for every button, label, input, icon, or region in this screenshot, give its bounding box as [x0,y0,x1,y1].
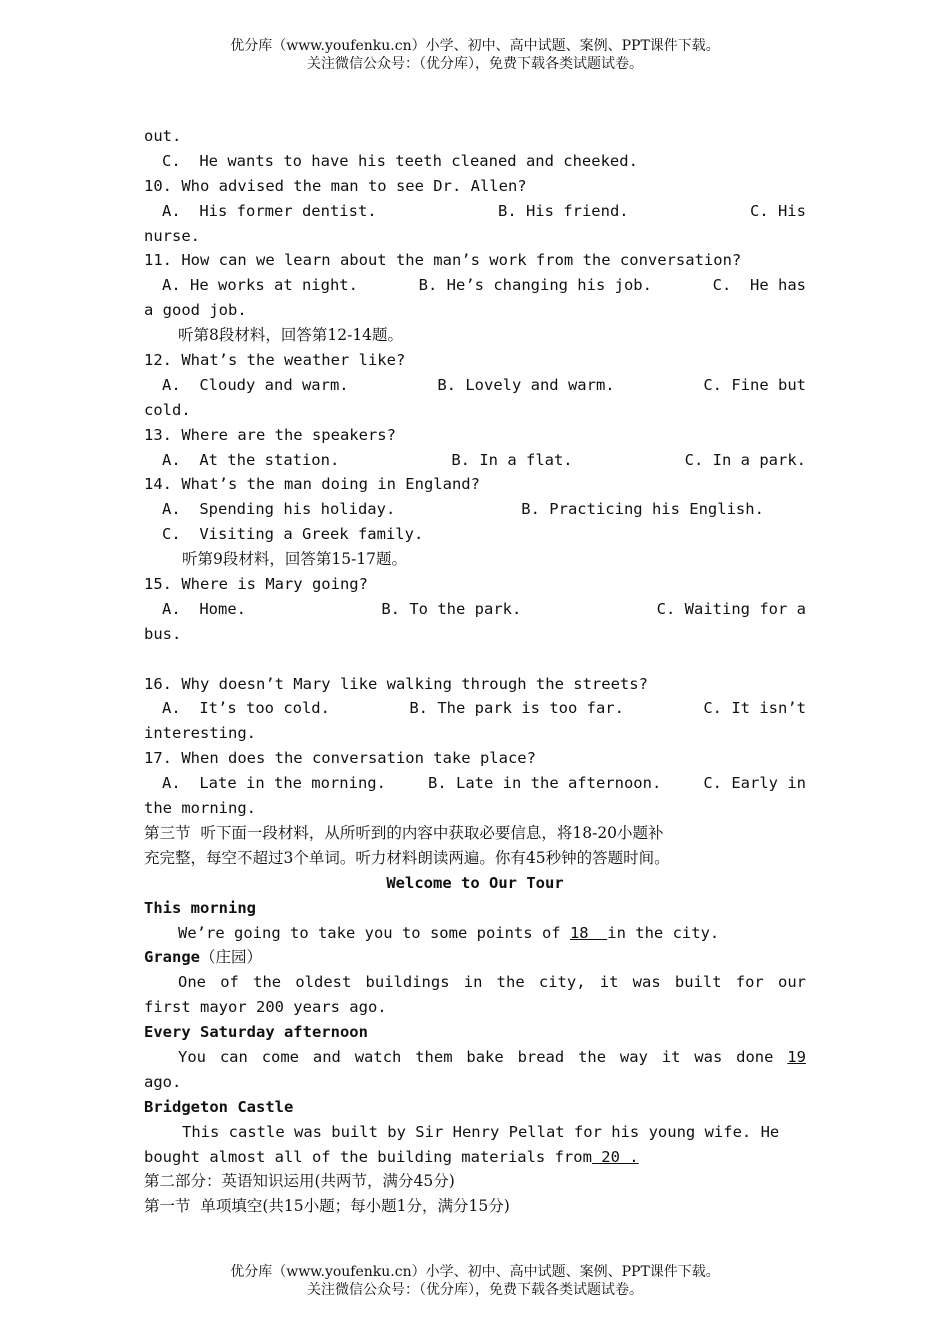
q11-option-c: C. He has [712,276,806,295]
q17-option-c: C. Early in [703,774,806,793]
saturday-heading: Every Saturday afternoon [144,1023,368,1042]
q15-option-b: B. To the park. [381,599,522,618]
word: it [661,1047,681,1066]
q10-option-c-tail: nurse. [144,226,200,245]
word: of [220,973,239,992]
q16-option-a: A. It’s too cold. [162,699,330,718]
word: bake [466,1047,504,1066]
q16-options [144,696,806,721]
part3-instruction-line-2: 充完整，每空不超过3个单词。听力材料朗读两遍。你有45秒钟的答题时间。 [144,848,670,867]
word: and [312,1047,341,1066]
q11-option-b: B. He’s changing his job. [418,276,652,295]
word: oldest [295,973,352,992]
section-9-instruction: 听第9段材料，回答第15-17题。 [182,550,408,569]
word: our [777,973,806,992]
grange-line-2: first mayor 200 years ago. [144,998,387,1017]
blank-20: 20 . [591,1147,639,1166]
q12-option-c: C. Fine but [703,375,806,394]
q17-option-a: A. Late in the morning. [162,774,386,793]
q16-option-c: C. It isn’t [703,699,806,718]
word: in [463,973,483,992]
q10-option-c: C. His [749,201,806,220]
word: the [578,1047,607,1066]
word: bread [517,1047,565,1066]
q12-option-a: A. Cloudy and warm. [162,375,349,394]
word: the [496,973,525,992]
this-morning-heading: This morning [144,898,256,917]
q13-question: 13. Where are the speakers? [144,425,396,444]
q17-options [144,771,806,796]
q15-option-a: A. Home. [162,599,246,618]
q12-question: 12. What’s the weather like? [144,351,406,370]
q11-question: 11. How can we learn about the man’s work from the conversation? [144,251,742,270]
q11-options [144,273,806,298]
q9-tail: out. [144,127,182,145]
section-8-instruction: 听第8段材料，回答第12-14题。 [178,326,404,345]
q15-option-c: C. Waiting for a [656,599,806,618]
word: them [415,1047,453,1066]
q12-option-c-tail: cold. [144,400,191,419]
morning-text-end: in the city. [607,923,720,942]
header-line-1: 优分库（www.youfenku.cn）小学、初中、高中试题、案例、PPT课件下载。 [230,38,720,54]
q13-option-b: B. In a flat. [451,450,573,469]
header-line-2: 关注微信公众号：（优分库），免费下载各类试题试卷。 [307,56,643,72]
word: built [674,973,722,992]
empty-line [144,647,806,672]
word: done [736,1047,774,1066]
word: for [735,973,764,992]
blank-19: 19 [787,1047,806,1066]
word: it [599,973,619,992]
word: way [619,1047,648,1066]
q10-option-a: A. His former dentist. [162,201,377,220]
q13-option-a: A. At the station. [162,450,340,469]
q13-option-c: C. In a park. [684,450,806,469]
word: You [178,1047,206,1066]
q14-option-a: A. Spending his holiday. [162,500,396,519]
q12-option-b: B. Lovely and warm. [437,375,615,394]
grange-line-1 [144,970,806,995]
castle-heading: Bridgeton Castle [144,1097,294,1116]
q17-option-b: B. Late in the afternoon. [428,774,662,793]
word: was [694,1047,723,1066]
q16-question: 16. Why doesn’t Mary like walking through the streets? [144,674,648,693]
q10-option-b: B. His friend. [497,201,629,220]
grange-heading: Grange（庄园） [144,948,263,967]
saturday-line-2: ago. [144,1072,182,1091]
q15-option-c-tail: bus. [144,624,182,643]
saturday-line-1 [144,1045,806,1070]
word: come [261,1047,300,1066]
q10-options [144,199,806,224]
page-header [0,37,950,73]
q14-options-ab [144,497,806,522]
word: watch [354,1047,402,1066]
q17-question: 17. When does the conversation take place? [144,749,536,768]
q10-question: 10. Who advised the man to see Dr. Allen? [144,176,527,195]
morning-text: We’re going to take you to some points of [178,923,570,942]
castle-line-1: This castle was built by Sir Henry Pellat for his young wife. He [182,1122,780,1141]
this-morning-text [144,921,806,946]
q11-option-a: A. He works at night. [162,276,358,295]
part2-title: 第二部分：英语知识运用(共两节，满分45分) [144,1172,455,1191]
footer-line-1: 优分库（www.youfenku.cn）小学、初中、高中试题、案例、PPT课件下载。 [230,1264,720,1280]
part3-instruction-line-1: 第三节 听下面一段材料，从所听到的内容中获取必要信息，将18-20小题补 [144,823,664,842]
q12-options [144,373,806,398]
q14-option-b: B. Practicing his English. [521,500,764,519]
q9-option-c: C. He wants to have his teeth cleaned and cheeked. [162,151,638,170]
footer-line-2: 关注微信公众号：（优分库），免费下载各类试题试卷。 [307,1282,643,1298]
word: was [632,973,661,992]
word: city, [538,973,586,992]
word: buildings [365,973,450,992]
blank-18: 18 [569,923,608,942]
word: can [219,1047,248,1066]
word: the [253,973,282,992]
q15-options [144,597,806,622]
q16-option-c-tail: interesting. [144,724,256,743]
q15-question: 15. Where is Mary going? [144,575,368,594]
q14-question: 14. What’s the man doing in England? [144,475,480,494]
page-content [144,124,806,1219]
page-footer [0,1263,950,1299]
q11-option-c-tail: a good job. [144,301,247,320]
tour-title: Welcome to Our Tour [386,873,564,892]
q17-option-c-tail: the morning. [144,799,256,818]
q13-options [144,448,806,473]
part2-section1-title: 第一节 单项填空(共15小题；每小题1分，满分15分) [144,1197,510,1216]
q14-option-c: C. Visiting a Greek family. [162,525,424,544]
q16-option-b: B. The park is too far. [409,699,624,718]
word: One [178,973,206,992]
castle-line-2: bought almost all of the building materials from 20 . [144,1147,639,1166]
